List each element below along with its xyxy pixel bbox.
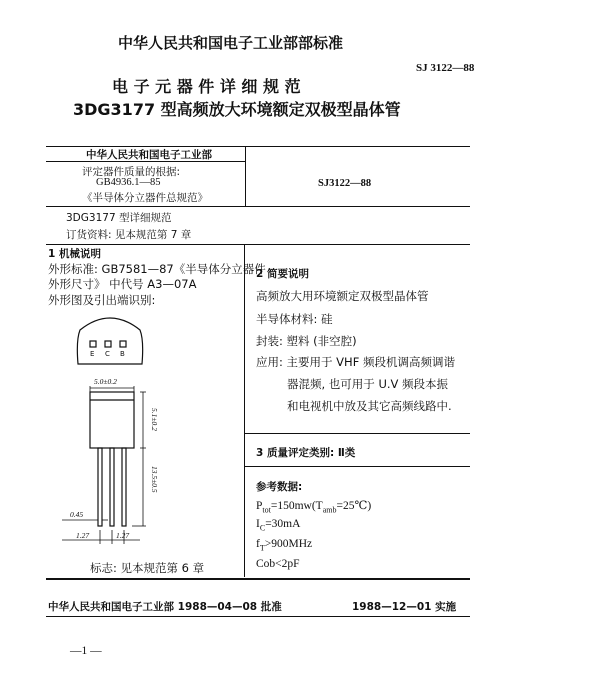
approval-note: 中华人民共和国电子工业部 1988—04—08 批准 bbox=[48, 601, 282, 613]
ministry-standard-heading: 中华人民共和国电子工业部部标准 bbox=[118, 34, 344, 52]
dim-pitch-right-label: 1.27 bbox=[116, 531, 130, 540]
effective-date: 1988—12—01 实施 bbox=[352, 601, 457, 613]
semiconductor-material: 半导体材料: 硅 bbox=[256, 312, 333, 326]
application-line2: 器混频, 也可用于 U.V 频段本振 bbox=[287, 377, 449, 391]
basis-name: 《半导体分立器件总规范》 bbox=[82, 192, 208, 204]
section2-heading: 2 简要说明 bbox=[256, 268, 309, 280]
spec-number: SJ3122—88 bbox=[318, 178, 372, 189]
lead-b bbox=[122, 448, 126, 526]
outline-standard-line2: 外形尺寸》 中代号 A3—07A bbox=[48, 277, 197, 291]
section2-description: 高频放大用环境额定双极型晶体管 bbox=[256, 289, 429, 303]
pin-label-b: B bbox=[120, 350, 125, 358]
column-divider bbox=[244, 244, 245, 577]
section-top-rule bbox=[46, 244, 470, 245]
transistor-outline-diagram bbox=[48, 308, 243, 556]
param-ptot: $P_{tot}=150mw(T_{amb}=25℃)$ bbox=[256, 500, 372, 515]
pin-pad-c bbox=[105, 341, 111, 347]
dim-lead-label: 13.5±0.5 bbox=[150, 466, 159, 493]
marking-note: 标志: 见本规范第 6 章 bbox=[90, 561, 205, 575]
package-type: 封装: 塑料 (非空腔) bbox=[256, 334, 357, 348]
basis-label: 评定器件质量的根据: bbox=[82, 166, 181, 178]
dim-body-label: 5.1±0.2 bbox=[150, 408, 159, 431]
section3-heading: 3 质量评定类别: Ⅱ类 bbox=[256, 447, 356, 459]
document-title-line1: 电 子 元 器 件 详 细 规 范 bbox=[112, 77, 301, 96]
param-ft: $f_T>900MHz$ bbox=[256, 538, 313, 553]
document-title-line2: 3DG3177 型高频放大环境额定双极型晶体管 bbox=[73, 100, 401, 119]
dim-width-label: 5.0±0.2 bbox=[94, 377, 117, 386]
section3-mid-rule bbox=[244, 466, 470, 467]
table-header-divider bbox=[245, 146, 246, 206]
footer-top-rule bbox=[46, 578, 470, 580]
reference-data-label: 参考数据: bbox=[256, 481, 303, 493]
table-bottom-rule bbox=[46, 206, 470, 207]
section1-heading: 1 机械说明 bbox=[48, 248, 101, 260]
pin-label-e: E bbox=[90, 350, 95, 358]
dim-pitch-left-label: 1.27 bbox=[76, 531, 90, 540]
pin-label-c: C bbox=[105, 350, 110, 358]
spec-line: 3DG3177 型详细规范 bbox=[66, 212, 172, 224]
application-line1: 应用: 主要用于 VHF 频段机调高频调谐 bbox=[256, 355, 455, 369]
footer-bottom-rule bbox=[46, 616, 470, 617]
order-info: 订货资料: 见本规范第 7 章 bbox=[66, 229, 192, 241]
section3-top-rule bbox=[244, 433, 470, 434]
lead-e bbox=[98, 448, 102, 526]
dim-lead-width-label: 0.45 bbox=[70, 510, 84, 519]
page-number: —1 — bbox=[70, 645, 102, 657]
param-cob: Cob<2pF bbox=[256, 558, 300, 570]
param-ic: $I_C=30mA$ bbox=[256, 518, 301, 533]
outline-pin-label: 外形图及引出端识别: bbox=[48, 293, 156, 307]
application-line3: 和电视机中放及其它高频线路中. bbox=[287, 399, 452, 413]
org-name: 中华人民共和国电子工业部 bbox=[86, 149, 212, 161]
outline-standard-line1: 外形标准: GB7581—87《半导体分立器件 bbox=[48, 262, 266, 276]
standard-code: SJ 3122—88 bbox=[416, 62, 475, 74]
basis-standard: GB4936.1—85 bbox=[96, 177, 161, 188]
pin-pad-e bbox=[90, 341, 96, 347]
lead-c bbox=[110, 448, 114, 526]
pin-pad-b bbox=[120, 341, 126, 347]
